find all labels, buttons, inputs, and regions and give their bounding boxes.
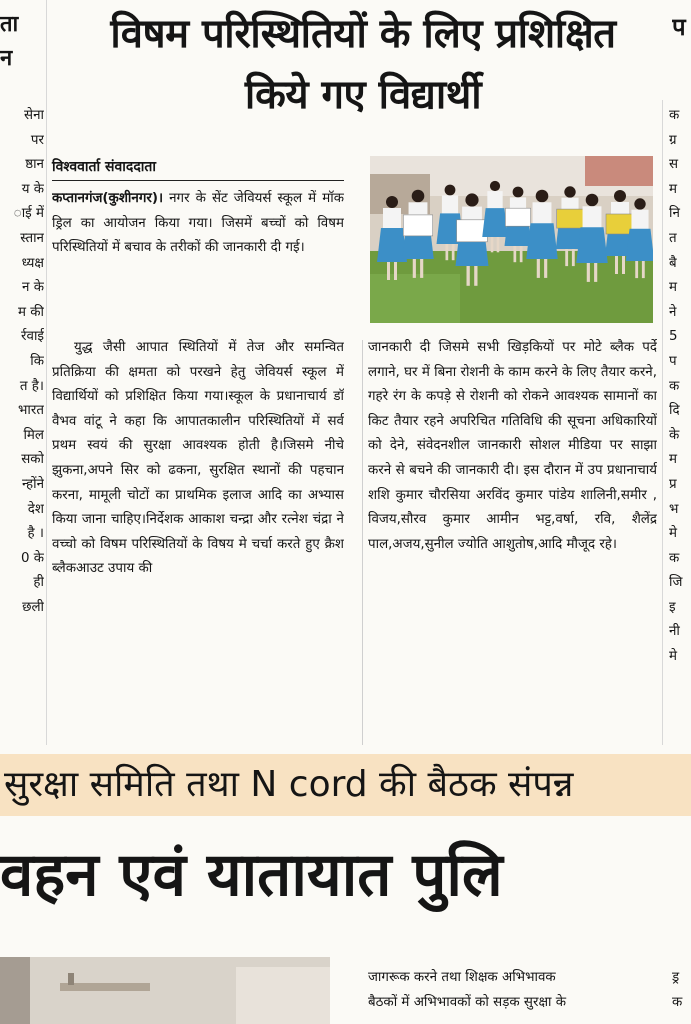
left-edge-line: ाई में <box>13 206 44 222</box>
dateline: कप्तानगंज(कुशीनगर)। <box>52 191 164 206</box>
right-edge-line: क <box>669 550 680 566</box>
right-edge-line: ने <box>669 304 677 320</box>
bottom-article-line: बैठकों में अभिभावकों को सड़क सुरक्षा के <box>368 994 567 1010</box>
right-edge-line: क <box>669 108 680 123</box>
right-edge-line: नि <box>669 206 680 222</box>
left-edge-line: देश <box>27 501 44 517</box>
bottom-article-line: जागरूक करने तथा शिक्षक अभिभावक <box>368 970 556 985</box>
byline: विश्ववार्ता संवाददाता <box>52 156 344 181</box>
third-headline: वहन एवं यातायात पुलि <box>0 840 503 910</box>
right-edge-line: म <box>669 181 678 197</box>
right-edge-line: प्र <box>669 476 677 492</box>
right-edge-line: ग्र <box>669 132 677 148</box>
left-edge-line: 0 के <box>20 550 44 566</box>
left-edge-column <box>0 8 44 76</box>
left-edge-heading-line: न <box>0 46 13 71</box>
right-edge-line: म <box>669 280 678 296</box>
bottom-right-edge-line: ड्र <box>672 970 680 985</box>
lead-text: नगर के सेंट जेवियर्स स्कूल में मॉक ड्रिल का आयोजन किया गया। जिसमें बच्चों को विषम परिस्थितियों में बचाव के तरीकों की जानकारी दी गई। <box>52 191 344 256</box>
right-edge-line: मे <box>669 649 678 665</box>
left-edge-line: सेना <box>24 108 44 123</box>
lead-paragraph <box>52 187 344 261</box>
left-edge-line: ष्ठान <box>25 157 44 173</box>
right-edge-line: बै <box>669 255 677 271</box>
column-rule-right <box>662 100 663 745</box>
left-edge-line: ही <box>33 575 44 591</box>
bottom-photo <box>0 957 330 1024</box>
bottom-photo-image <box>0 957 330 1024</box>
left-edge-line: ध्यक्ष <box>21 255 44 271</box>
right-edge-line: जि <box>669 575 683 591</box>
left-edge-line: य के <box>21 181 44 197</box>
right-edge-line: भ <box>669 501 679 517</box>
right-edge-line: इ <box>669 599 676 615</box>
article-headline: विषम परिस्थितियों के लिए प्रशिक्षित किये गए विद्यार्थी <box>110 11 616 118</box>
bottom-article <box>368 966 658 1015</box>
left-edge-line: र्रवाई <box>21 329 44 345</box>
left-edge-line: सको <box>21 452 44 468</box>
right-edge-line: दि <box>669 403 680 419</box>
right-edge-line: स <box>669 157 679 173</box>
article-photo <box>370 156 653 323</box>
left-edge-line: छली <box>22 599 44 615</box>
right-edge-line: के <box>669 427 680 443</box>
column-rule-center <box>362 340 363 745</box>
left-edge-line: त है। <box>19 378 44 394</box>
right-edge-line: त <box>669 230 677 246</box>
right-edge-line: नी <box>669 624 680 640</box>
right-edge-line: प <box>669 353 677 369</box>
left-edge-line: न्होंने <box>21 476 44 492</box>
column-rule-left <box>46 0 47 745</box>
right-edge-line: मे <box>669 526 678 542</box>
second-headline: सुरक्षा समिति तथा N cord की बैठक संपन्न <box>4 764 574 805</box>
right-edge-heading-line: प <box>672 13 686 41</box>
right-edge-line: म <box>669 452 678 468</box>
left-edge-line: पर <box>30 132 44 148</box>
left-edge-line: न के <box>22 280 44 296</box>
students-mock-drill-photo <box>370 156 653 323</box>
left-edge-line: म की <box>17 304 44 320</box>
paragraph-2: युद्ध जैसी आपात स्थितियों में तेज और समन्वित प्रतिक्रिया की क्षमता को परखने हेतु जेवियर्स स्कूल में विद्यार्थियों को प्रशिक्षित किया गया।स्कूल के प्रधानाचार्य डॉ वैभव वांटू ने कहा कि आपातकालीन परिस्थितियों में सर्व प्रथम स्वयं की सुरक्षा आवश्यक होती है।जिसमे नीचे झुकना,अपने सिर को ढकना, सुरक्षित स्थानों की पहचान करना, मामूली चोटों का प्राथमिक इलाज आदि का अभ्यास किया जाना चाहिए।निर्देशक आकाश चन्द्रा और रत्नेश चंद्रा ने वच्चो को विषम परिस्थितियों के विषय मे चर्चा करते हुए क्रैश ब्लैकआउट उपाय की <box>52 340 344 577</box>
left-edge-text <box>0 104 44 620</box>
left-edge-line: मिल <box>23 427 44 443</box>
paragraph-column-2: जानकारी दी जिसमे सभी खिड़कियों पर मोटे ब्लैक पर्दे लगाने, घर में बिना रोशनी के काम करने के लिए तैयार करने, गहरे रंग के कपड़े से रोशनी को रोकने आवश्यक सामानों का किट तैयार रहने अपरिचित गतिविधि की सूचना अधिकारियों को देने, संवेदनशील जानकारी सोशल मीडिया पर साझा करने से बचने की जानकारी दी। इस दौरान में उप प्रधानाचार्य शशि कुमार चौरसिया अरविंद कुमार पांडेय शालिनी,समीर , विजय,सौरव कुमार आमीन भट्ट,वर्षा, रवि, शैलेंद्र पाल,अजय,सुनील ज्योति आशुतोष,आदि मौजूद रहे। <box>368 340 657 552</box>
right-edge-heading <box>672 10 691 44</box>
bottom-right-edge <box>672 966 691 1015</box>
left-edge-line: भारत <box>18 403 44 419</box>
right-edge-line: 5 <box>669 329 678 345</box>
left-edge-line: है । <box>27 526 44 542</box>
left-edge-line: कि <box>30 353 44 369</box>
left-edge-line: स्तान <box>20 230 44 246</box>
right-edge-text <box>669 104 691 670</box>
right-edge-line: क <box>669 378 680 394</box>
left-edge-heading-line: ता <box>0 12 19 37</box>
bottom-right-edge-line: क <box>672 994 683 1010</box>
